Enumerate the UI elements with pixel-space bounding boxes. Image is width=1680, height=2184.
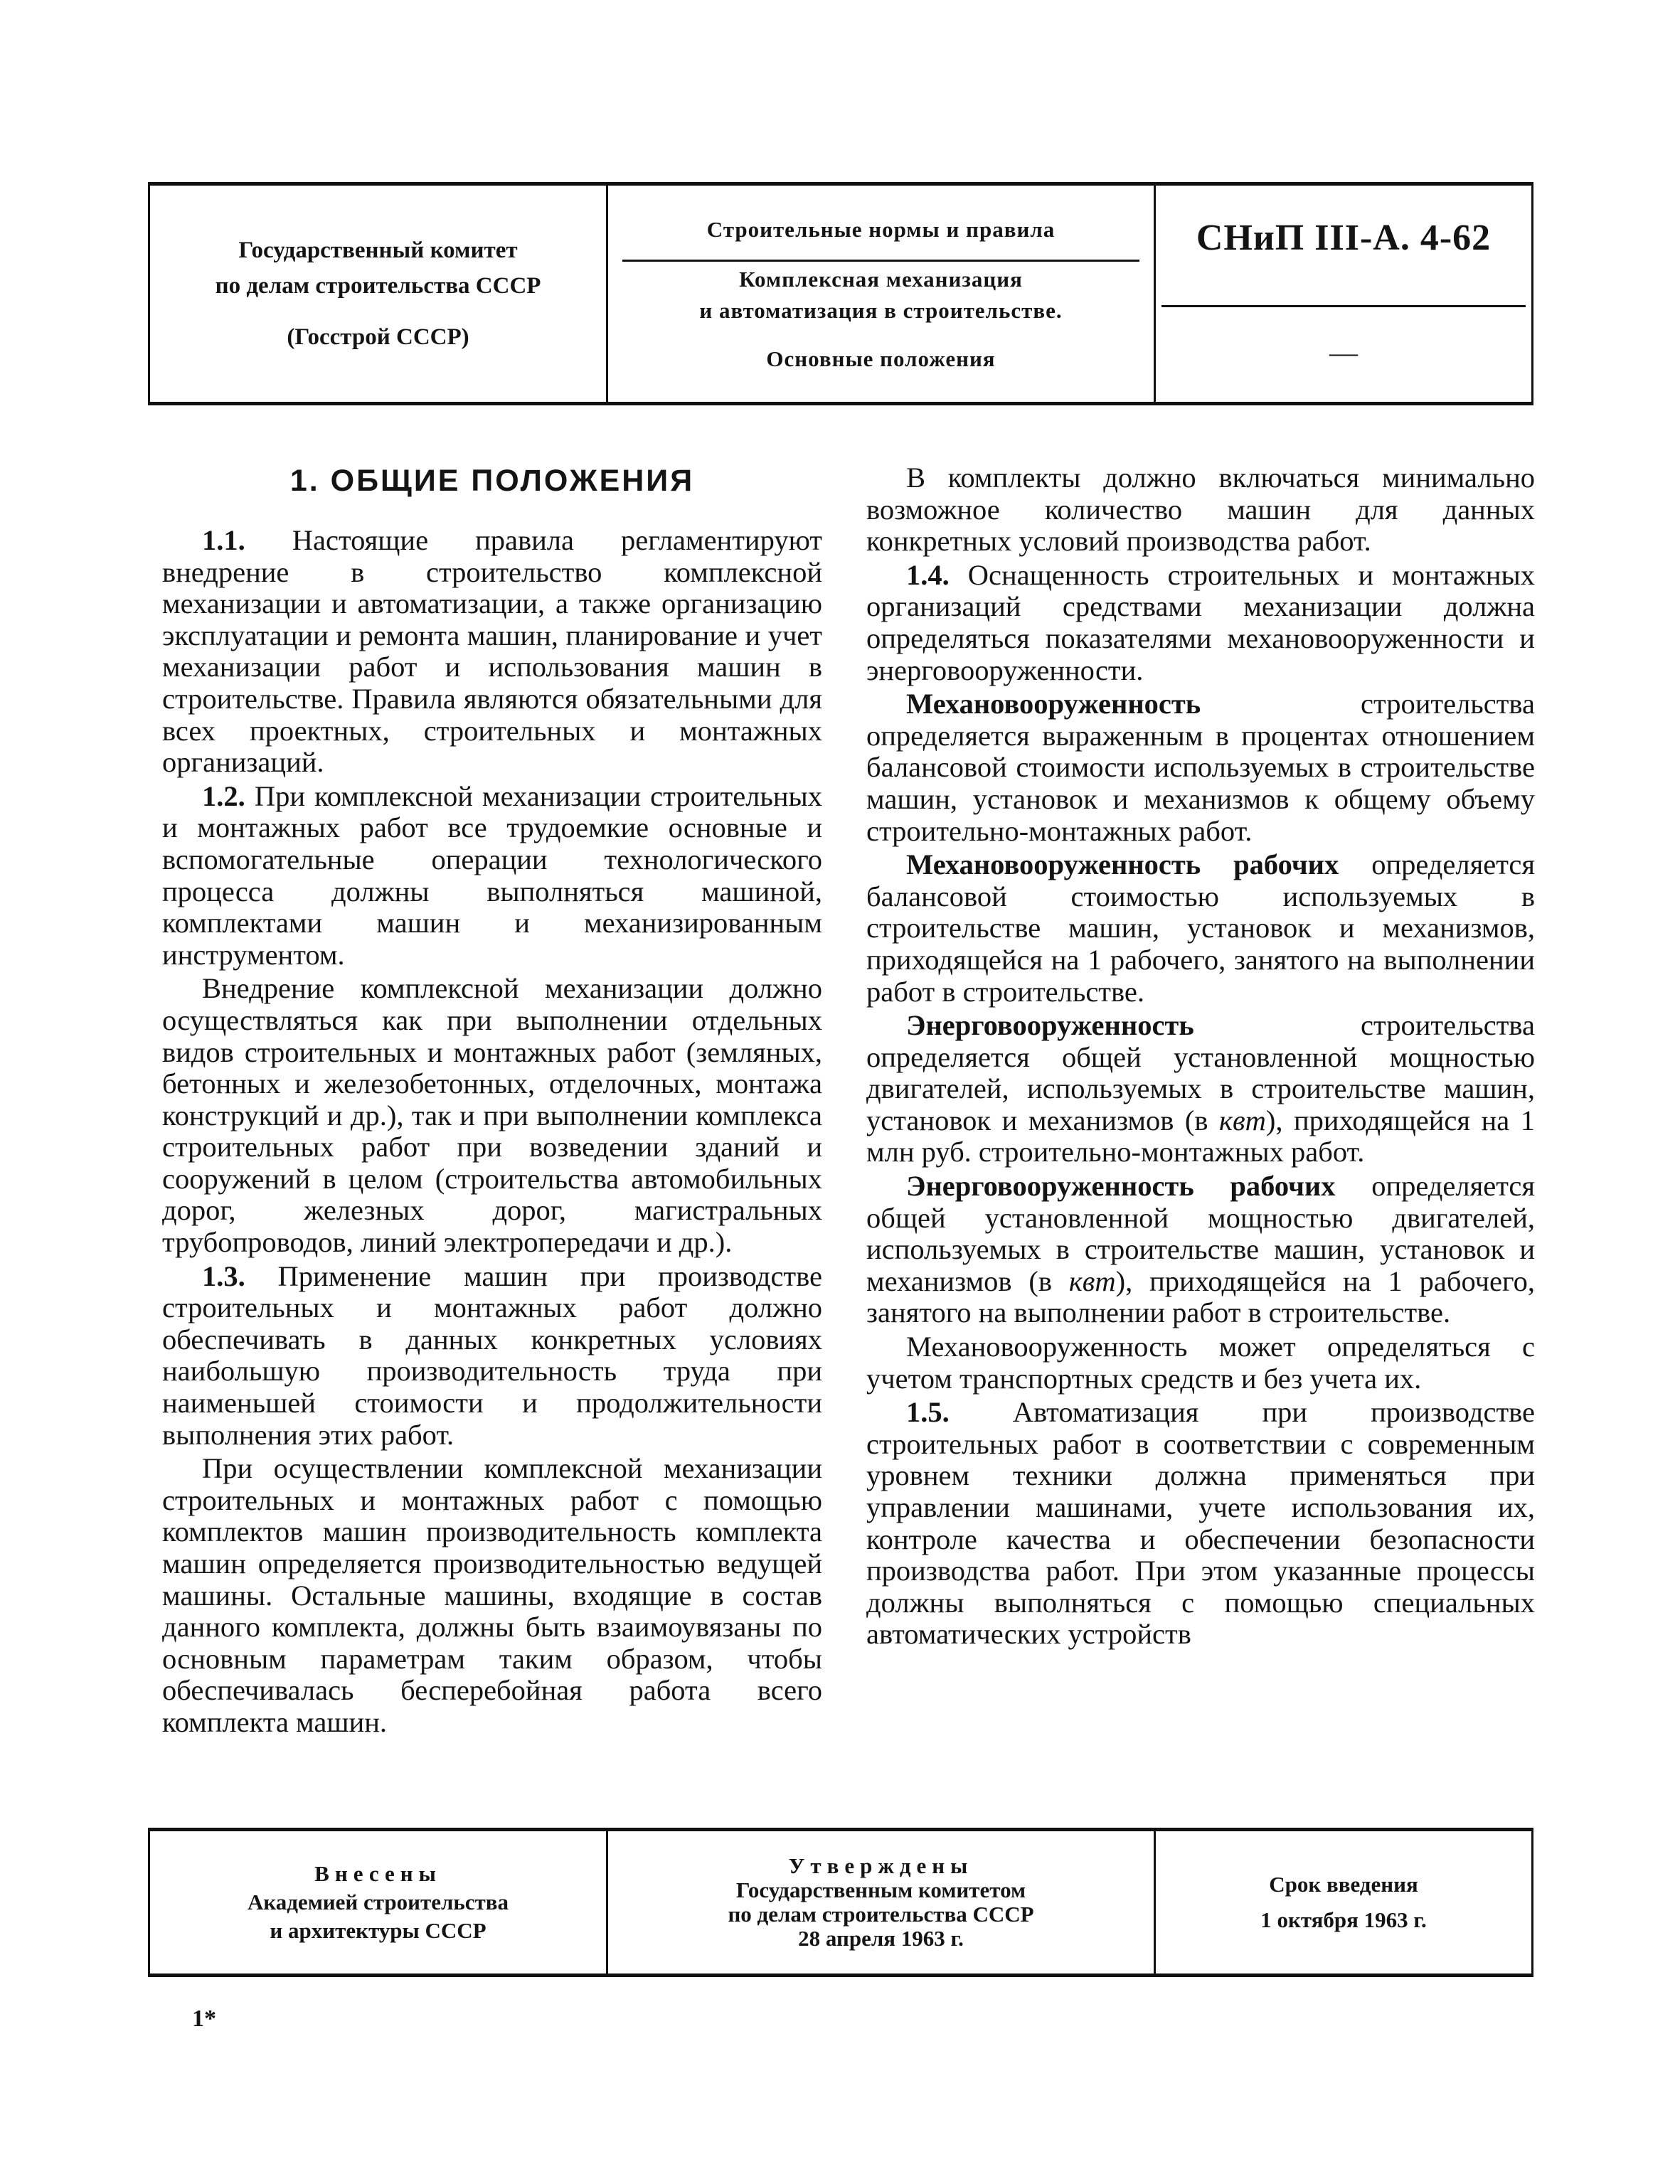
document-title-line-2: и автоматизация в строительстве. bbox=[699, 298, 1063, 323]
paragraph-1-3 bbox=[162, 1261, 822, 1451]
unit: квт bbox=[1219, 1104, 1266, 1136]
term: Механовооруженность bbox=[906, 688, 1201, 720]
clause-number: 1.4. bbox=[906, 558, 950, 591]
effective-cell bbox=[1156, 1831, 1531, 1973]
paragraph-1-5 bbox=[866, 1397, 1535, 1651]
approved-cell bbox=[608, 1831, 1156, 1973]
paragraph-1-1 bbox=[162, 525, 822, 779]
paragraph-1-3-end: В комплекты должно включаться минимально возможное количество машин для данных конкретных условий производства работ. bbox=[866, 462, 1535, 558]
document-type: Строительные нормы и правила bbox=[622, 215, 1139, 262]
paragraph-1-2 bbox=[162, 781, 822, 971]
paragraph-text: строительства определяется общей установленной мощностью двигателей, используемых в строительстве машин, установок и механизмов (в bbox=[866, 1009, 1535, 1136]
document-code: СНиП III-А. 4-62 bbox=[1196, 218, 1492, 258]
page-mark: 1* bbox=[192, 2005, 216, 2032]
paragraph-energy-workers bbox=[866, 1171, 1535, 1329]
clause-number: 1.5. bbox=[906, 1396, 950, 1429]
clause-number: 1.3. bbox=[202, 1259, 245, 1292]
organization-line-3: (Госстрой СССР) bbox=[287, 324, 469, 350]
approved-date: 28 апреля 1963 г. bbox=[798, 1926, 964, 1951]
paragraph-1-4 bbox=[866, 560, 1535, 686]
paragraph-text: Оснащенность строительных и монтажных организаций средствами механизации должна определяться показателями механовооруженности и энерговооруженности. bbox=[866, 558, 1535, 686]
paragraph-text: определяется общей установленной мощностью двигателей, используемых в строительстве машин, установок и механизмов (в bbox=[866, 1170, 1535, 1297]
document-subtitle: Основные положения bbox=[766, 346, 996, 371]
right-column bbox=[866, 462, 1535, 1651]
unit: квт bbox=[1068, 1264, 1116, 1297]
introduced-by-line-2: и архитектуры СССР bbox=[270, 1918, 487, 1943]
approved-by-line-1: Государственным комитетом bbox=[735, 1877, 1026, 1902]
code-divider bbox=[1161, 305, 1526, 307]
paragraph-text: Настоящие правила регламентируют внедрение в строительство комплексной механизации и автоматизации, а также организацию эксплуатации и ремонта машин, планирование и учет механизации работ и использования машин в строительстве. Правила являются обязательными для всех проектных, строительных и монтажных организаций. bbox=[162, 524, 822, 779]
paragraph-text: строительства определяется выраженным в процентах отношением балансовой стоимости используемых в строительстве машин, установок и механизмов к общему объему строительно-монтажных работ. bbox=[866, 688, 1535, 847]
header-title-cell bbox=[608, 186, 1156, 402]
paragraph-energy bbox=[866, 1010, 1535, 1168]
paragraph-text: ), приходящейся на 1 млн руб. строительно-монтажных работ. bbox=[866, 1104, 1535, 1168]
paragraph-text: Автоматизация при производстве строительных работ в соответствии с современным уровнем техники должна применяться при управлении машинами, учете использования их, контроле качества и обеспечении безопасности производства работ. При этом указанные процессы должны выполняться с помощью специальных автоматических устройств bbox=[866, 1396, 1535, 1651]
term: Энерговооруженность рабочих bbox=[906, 1170, 1336, 1203]
approved-label: Утверждены bbox=[788, 1853, 974, 1878]
approved-by-line-2: по делам строительства СССР bbox=[728, 1902, 1034, 1927]
paragraph-text: ), приходящейся на 1 рабочего, занятого на выполнении работ в строительстве. bbox=[866, 1264, 1535, 1329]
clause-number: 1.1. bbox=[202, 524, 245, 556]
paragraph-mechanization bbox=[866, 688, 1535, 847]
paragraph-text: определяется балансовой стоимостью используемых в строительстве машин, установок и механизмов, приходящейся на 1 рабочего, занятого на выполнении работ в строительстве. bbox=[866, 848, 1535, 1008]
paragraph-1-2-cont: Внедрение комплексной механизации должно осуществляться как при выполнении отдельных видов строительных и монтажных работ (земляных, бетонных и железобетонных, отделочных, монтажа конструкций и др.), так и при выполнении комплекса строительных работ при возведении зданий и сооружений в целом (строительства автомобильных дорог, железных дорог, магистральных трубопроводов, линий электропередачи и др.). bbox=[162, 972, 822, 1259]
header-organization-cell bbox=[150, 186, 608, 402]
section-title: 1. ОБЩИЕ ПОЛОЖЕНИЯ bbox=[289, 464, 695, 498]
introduced-label: Внесены bbox=[314, 1861, 442, 1886]
paragraph-text: Применение машин при производстве строительных и монтажных работ должно обеспечивать в данных конкретных условиях наибольшую производительность труда при наименьшей стоимости и продолжительности выполнения этих работ. bbox=[162, 1259, 822, 1451]
organization-line-2: по делам строительства СССР bbox=[215, 273, 541, 299]
clause-number: 1.2. bbox=[202, 779, 245, 812]
introduced-cell bbox=[150, 1831, 608, 1973]
introduced-by-line-1: Академией строительства bbox=[247, 1890, 509, 1914]
paragraph-1-3-cont: При осуществлении комплексной механизации строительных и монтажных работ с помощью комплектов машин производительность комплекта машин определяется производительностью ведущей машины. Остальные машины, входящие в состав данного комплекта, должны быть взаимоувязаны по основным параметрам таким образом, чтобы обеспечивалась бесперебойная работа всего комплекта машин. bbox=[162, 1452, 822, 1738]
paragraph-text: При комплексной механизации строительных и монтажных работ все трудоемкие основные и вспомогательные операции технологического процесса должны выполняться машиной, комплектами машин и механизированным инструментом. bbox=[162, 779, 822, 971]
term: Механовооруженность рабочих bbox=[906, 848, 1339, 881]
paragraph-mechanization-workers bbox=[866, 849, 1535, 1008]
left-column bbox=[162, 462, 822, 1739]
paragraph-transport: Механовооруженность может определяться с учетом транспортных средств и без учета их. bbox=[866, 1331, 1535, 1395]
effective-date: 1 октября 1963 г. bbox=[1260, 1907, 1427, 1932]
document-title-line-1: Комплексная механизация bbox=[739, 267, 1023, 292]
effective-label: Срок введения bbox=[1269, 1872, 1418, 1897]
header-code-cell bbox=[1156, 186, 1531, 402]
header-table bbox=[148, 182, 1533, 405]
footer-table bbox=[148, 1828, 1533, 1977]
code-second-line: — bbox=[1329, 336, 1358, 368]
document-title bbox=[615, 264, 1147, 326]
term: Энерговооруженность bbox=[906, 1009, 1194, 1042]
organization-line-1: Государственный комитет bbox=[238, 238, 518, 263]
